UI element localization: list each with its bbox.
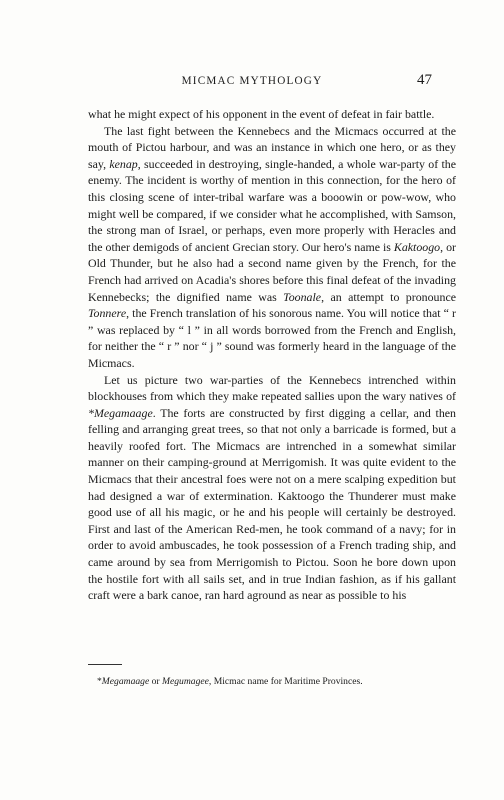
italic-term: Tonnere <box>88 306 127 321</box>
text-run: , or Old Thunder, but he also had a second name given by the French, for the French had arrived on Acadia's shores before this final defeat of the invading Kennebecks; the dignified name was <box>88 239 456 304</box>
body-text <box>88 106 456 604</box>
footnote <box>97 676 457 688</box>
footnote-text: or <box>149 676 163 687</box>
text-run: . The forts are constructed by first digging a cellar, and then felling and arranging great trees, so that not only a barricade is formed, but a heavily roofed fort. The Micmacs are intrenched in a somewhat similar manner on their camping-ground at Merrigomish. It was quite evident to the Micmacs that their ancestral foes were not on a mere scalping expedition but had designed a war of extermination. Kaktoogo the Thunderer must make good use of all his magic, or he and his people will certainly be destroyed. First and last of the American Red-men, he took command of a navy; for in order to avoid ambuscades, he took possession of a French trading ship, and came around by sea from Merrigomish to Pictou. Soon he bore down upon the hostile fort with all sails set, and in true Indian fashion, as if his gallant craft were a bark canoe, ran hard aground as near as possible to his <box>88 405 456 603</box>
footnote-text: , Micmac name for Maritime Provinces. <box>208 676 363 687</box>
text-run: , the French translation of his sonorous name. You will notice that “ r ” was replaced by “ l ” in all words borrowed from the French and English, for neither the “ r ” nor “ j ” sound was formerly heard in the language of the Micmacs. <box>88 306 456 370</box>
italic-term: *Megamaage <box>88 405 153 420</box>
paragraph-2 <box>88 123 456 372</box>
text-run: , an attempt to pronounce <box>321 289 456 304</box>
paragraph-3 <box>88 372 456 604</box>
footnote-rule <box>88 664 122 665</box>
footnote-mark: * <box>97 676 102 687</box>
text-run: Let us picture two war-parties of the Kennebecs intrenched within blockhouses from which they make repeated sallies upon the wary natives of <box>88 372 456 404</box>
italic-term: Toonale <box>283 289 322 304</box>
page-number: 47 <box>417 72 432 88</box>
text-run: The last fight between the Kennebecs and the Micmacs occurred at the mouth of Pictou harbour, and was an instance in which one hero, or as they say, <box>88 123 456 171</box>
running-head: MICMAC MYTHOLOGY <box>181 75 323 87</box>
footnote-term: Megumagee <box>162 676 209 687</box>
italic-term: Kaktoogo <box>393 239 441 254</box>
footnote-term: Megamaage <box>101 676 150 687</box>
paragraph-1: what he might expect of his opponent in the event of defeat in fair battle. <box>88 107 435 121</box>
italic-term: kenap <box>109 156 138 171</box>
text-run: , succeeded in destroying, single-handed, a whole war-party of the enemy. The incident is worthy of mention in this connection, for the hero of this closing scene of inter-tribal warfare was a booowin or pow-wow, who might well be compared, if we consider what he accomplished, with Samson, the strong man of Israel, or perhaps, even more properly with Heracles and the other demigods of ancient Grecian story. Our hero's name is <box>88 156 456 254</box>
